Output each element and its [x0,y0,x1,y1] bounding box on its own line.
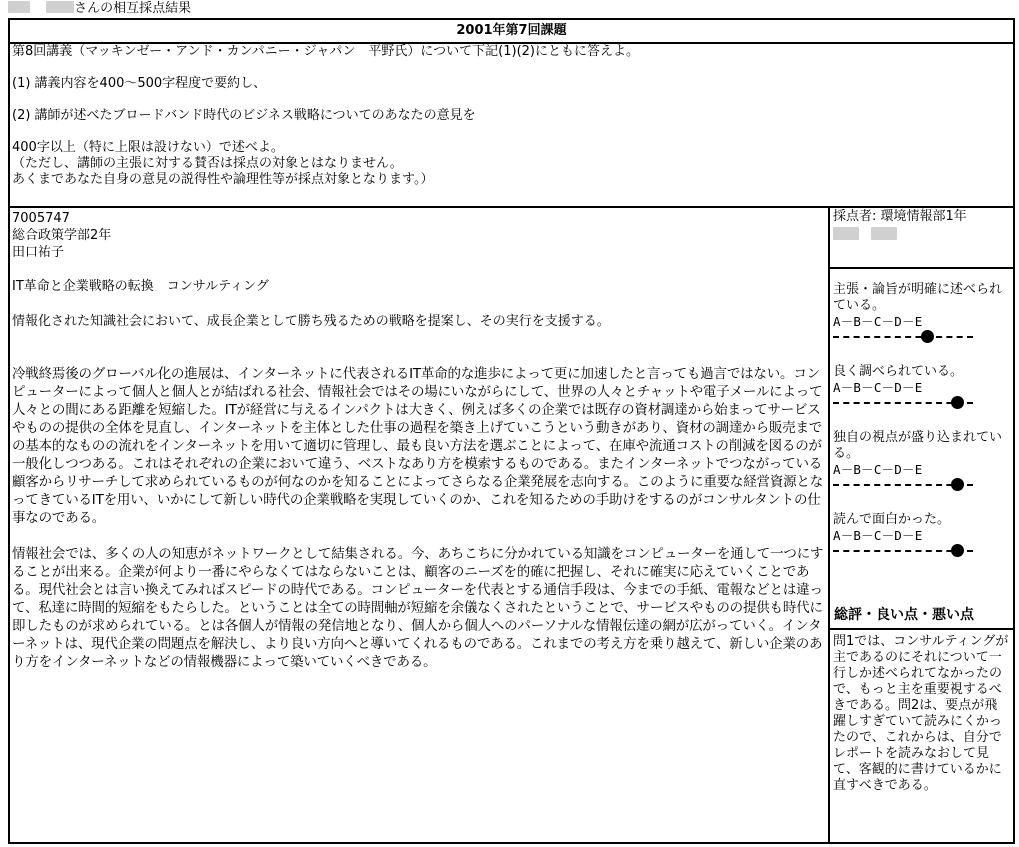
criterion-label: 読んで面白かった。 [833,512,951,527]
grade-track [833,329,973,344]
student-department: 総合政策学部2年 [12,228,112,243]
grader-info [830,208,1013,269]
grade-track [833,477,973,492]
grade-track [833,543,973,558]
grade-marker [951,396,964,409]
student-id: 7005747 [12,211,70,226]
redacted-name-block [46,1,74,13]
grade-marker [921,330,934,343]
student-name: 田口祐子 [12,245,65,260]
criterion-interest [833,512,1010,558]
criterion-originality [833,430,1010,492]
criterion-label: 良く調べられている。 [833,364,964,379]
grade-marker [951,478,964,491]
assignment-text: 第8回講義（マッキンゼー・アンド・カンパニー・ジャパン 平野氏）について下記(1)(2)にともに答えよ。 (1) 講義内容を400～500字程度で要約し、 (2) 講師が述べたブロードバンド時代のビジネス戦略についてのあなたの意見を 400字以上（特に上限は設けない）で述べよ。 （ただし、講師の主張に対する賛否は採点の対象とはなりません。 あくまであなた自身の意見の説得性や論理性等が採点対象となります。） [10,42,1013,208]
report-title: IT革命と企業戦略の転換 コンサルティング [12,279,269,294]
redacted-grader-name [833,227,859,240]
grade-track [833,395,973,410]
grader-label: 採点者: 環境情報部1年 [833,209,967,224]
grade-scale-letters: A－B－C－D－E [833,380,923,395]
grade-scale-letters: A－B－C－D－E [833,462,923,477]
grade-scale-letters: A－B－C－D－E [833,528,923,543]
report-paragraph: 冷戦終焉後のグローバル化の進展は、インターネットに代表されるIT革命的な進歩によって更に加速したと言っても過言ではない。コンピューターによって個人と個人とが結ばれる社会、情報社会ではその場にいながらにして、世界の人々とチャットや電子メールによって人々との間にある距離を短縮した。ITが経営に与えるインパクトは大きく、例えば多くの企業では既存の資材調達から始まってサービスやものの提供の全体を見直し、インターネットを主体とした仕事の過程を築き上げていこうという動きがあり、資材の調達から販売までの基本的なものの流れをインターネットを用いて適切に管理し、最も良い方法を選ぶことによって、在庫や流通コストの削減を図るのが一般化しつつある。これはそれぞれの企業において違う、ベストなあり方を模索するものである。またインターネットでつながっている顧客からリサーチして求められているものが何なのかを知ることによってさらなる企業発展を志向する。このように重要な経営資源となってきているITを用い、いかにして新しい時代の企業戦略を実現していくのか、これを知るための手助けをするのがコンサルタントの仕事なのである。 [12,366,824,526]
summary-comment: 問1では、コンサルティングが主であるのにそれについて一行しか述べられてなかったので、もっと主を重要視するべきである。問2は、要点が飛躍しすぎていて読みにくかったので、これからは、自分でレポートを読みなおして見て、客観的に書けているかに直すべきである。 [833,634,1009,793]
page-heading [8,0,191,18]
grade-marker [951,544,964,557]
report-paragraph: 情報社会では、多くの人の知恵がネットワークとして結集される。今、あちこちに分かれている知識をコンピューターを通して一つにすることが出来る。企業が何より一番にやらなくてはならないことは、顧客のニーズを的確に把握し、それに確実に応えていくことである。現代社会とは言い換えてみればスピードの時代である。コンピューターを代表とする通信手段は、今までの手紙、電報などとは違って、私達に時間的短縮をもたらした。ということは全ての時間軸が短縮を余儀なくされたということで、サービスやものの提供も時代に即したものが求められている。とは各個人が情報の発信地となり、個人から個人へのパーソナルな情報伝達の網が広がっていく。インターネットは、現代企業の問題点を解決し、より良い方向へと導いてくれるものである。これまでの考え方を乗り越えて、新しい企業のあり方をインターネットなどの情報機器によって築いていくべきである。 [12,546,824,670]
grade-scale-letters: A－B－C－D－E [833,314,923,329]
result-body-row [10,208,1013,842]
criterion-label: 独自の視点が盛り込まれている。 [833,430,1003,461]
redacted-grader-name [871,227,897,240]
criterion-label: 主張・論旨が明確に述べられている。 [833,282,1003,313]
page-heading-text: さんの相互採点結果 [74,1,192,16]
criterion-research [833,364,1010,410]
grading-sidebar [830,208,1013,842]
redacted-name-block [8,1,30,13]
criterion-clarity [833,282,1010,344]
assignment-title: 2001年第7回課題 [10,20,1013,44]
report-summary: 情報化された知識社会において、成長企業として勝ち残るための戦略を提案し、その実行を支援する。 [12,314,610,329]
criteria-list [830,269,1013,630]
results-table [8,18,1015,844]
summary-heading: 総評・良い点・悪い点 [830,600,1013,630]
report-cell [10,208,830,842]
